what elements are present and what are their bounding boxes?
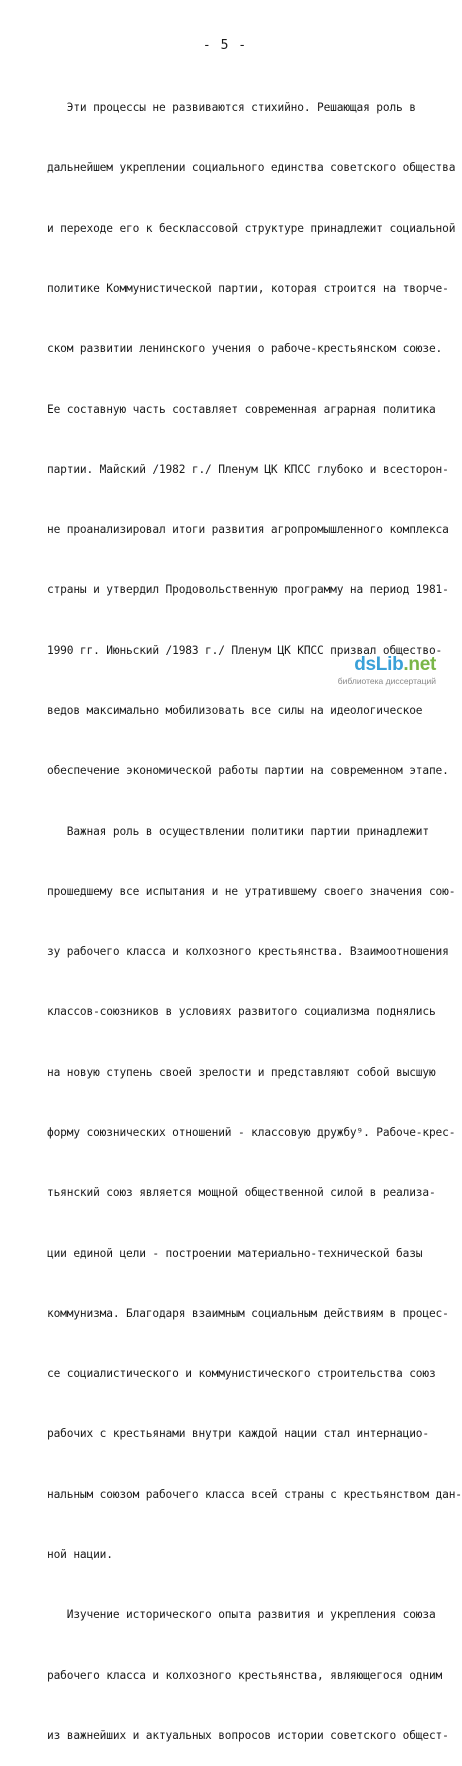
text-line: нальным союзом рабочего класса всей страны с крестьянством дан- [47,1487,462,1501]
text-line: зу рабочего класса и колхозного крестьянства. Взаимоотношения [47,945,449,959]
text-line: из важнейших и актуальных вопросов истории советского общест- [47,1728,449,1742]
text-line: прошедшему все испытания и не утратившему своего значения сою- [47,884,456,898]
text-line: коммунизма. Благодаря взаимным социальным действиям в процес- [47,1306,449,1320]
text-line: страны и утвердил Продовольственную программу на период 1981- [47,583,449,597]
text-line: не проанализировал итоги развития агропромышленного комплекса [47,523,449,537]
text-line: и переходе его к бесклассовой структуре принадлежит социальной [47,221,456,235]
text-line: 1990 гг. Июньский /1983 г./ Пленум ЦК КПСС призвал общество- [47,643,443,657]
text-line: ции единой цели - построении материально-технической базы [47,1246,423,1260]
watermark-logo-tld: .net [403,654,436,675]
text-line: Изучение исторического опыта развития и укрепления союза [47,1608,436,1622]
watermark-logo [354,654,436,676]
page-number: - 5 - [202,38,248,53]
text-line: ведов максимально мобилизовать все силы на идеологическое [47,704,423,717]
text-line: ной нации. [47,1547,113,1561]
text-line: рабочих с крестьянами внутри каждой нации стал интернацио- [47,1427,429,1441]
text-line: Ее составную часть составляет современная аграрная политика [47,402,436,416]
text-line: Важная роль в осуществлении политики партии принадлежит [47,824,429,838]
text-line: ском развитии ленинского учения о рабоче-крестьянском союзе. [47,342,443,356]
text-line: форму союзнических отношений - классовую дружбу⁹. Рабоче-крес- [47,1125,456,1139]
watermark[interactable] [316,654,436,688]
watermark-logo-main: dsLib [354,654,404,675]
text-line: на новую ступень своей зрелости и представляют собой высшую [47,1065,436,1079]
text-line: политике Коммунистической партии, которая строится на творче- [47,282,449,296]
text-line: дальнейшем укреплении социального единства советского общества [47,161,456,175]
text-line: рабочего класса и колхозного крестьянства, являющегося одним [47,1668,443,1682]
text-line: Эти процессы не развиваются стихийно. Решающая роль в [47,101,416,115]
watermark-subtitle: библиотека диссертаций [337,676,436,686]
text-line: классов-союзников в условиях развитого социализма поднялись [47,1005,436,1019]
text-line: партии. Майский /1982 г./ Пленум ЦК КПСС глубоко и всесторон- [47,462,449,476]
text-line: обеспечение экономической работы партии на современном этапе. [47,764,449,778]
text-line: се социалистического и коммунистического строительства союз [47,1367,436,1381]
text-line: тьянский союз является мощной общественной силой в реализа- [47,1186,436,1200]
